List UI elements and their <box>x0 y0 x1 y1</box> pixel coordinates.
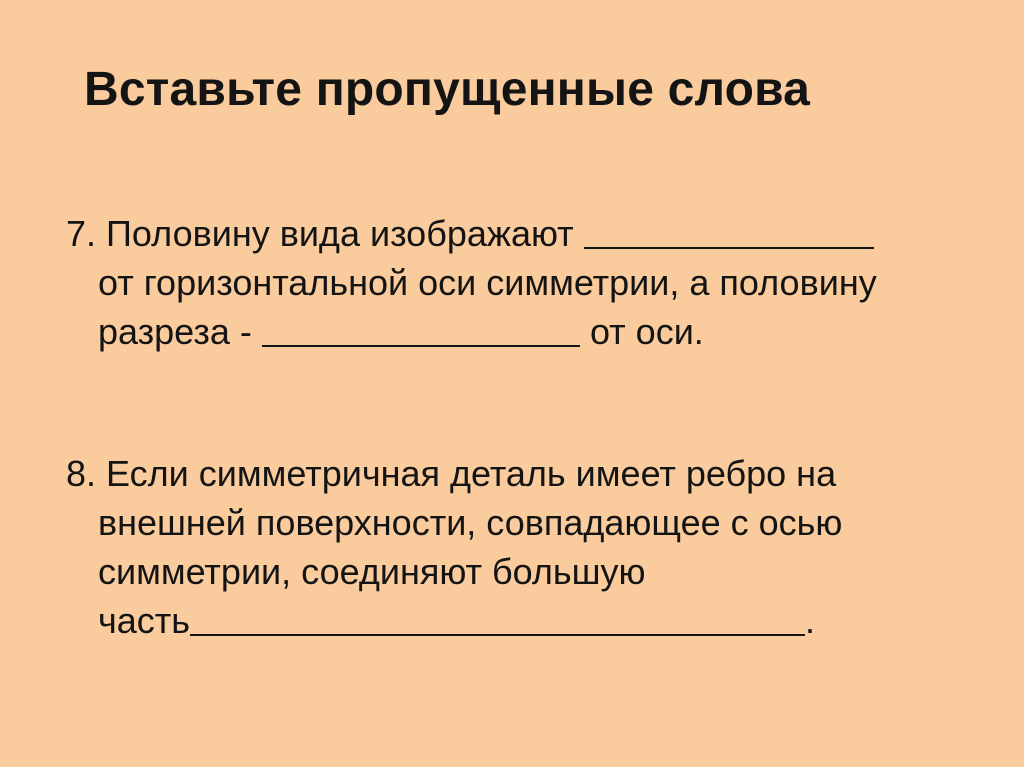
item-7-text-part-3: от оси. <box>589 311 704 352</box>
item-7-line-3 <box>66 307 877 356</box>
item-7-line-2: от горизонтальной оси симметрии, а половину <box>98 262 877 303</box>
answer-blank-3 <box>190 601 805 636</box>
item-8-text-part-1: Если симметричная деталь имеет ребро на <box>106 453 837 494</box>
item-7-number: 7. <box>66 213 97 254</box>
answer-blank-2 <box>262 312 580 347</box>
item-8-number: 8. <box>66 453 97 494</box>
answer-blank-1 <box>584 214 874 249</box>
slide-title: Вставьте пропущенные слова <box>84 63 811 116</box>
item-7-text-part-1: Половину вида изображают <box>106 213 574 254</box>
item-8-text-part-3: . <box>805 600 816 641</box>
item-8-line-1 <box>66 449 842 498</box>
item-7-line-1 <box>66 209 877 258</box>
exercise-item-8 <box>66 449 842 645</box>
item-8-line-2: внешней поверхности, совпадающее с осью <box>98 502 843 543</box>
item-7-text-part-2: разреза - <box>98 311 252 352</box>
item-8-line-3: симметрии, соединяют большую <box>98 551 646 592</box>
exercise-item-7 <box>66 209 877 356</box>
item-8-text-part-2: часть <box>98 600 191 641</box>
item-8-line-4 <box>66 596 842 645</box>
